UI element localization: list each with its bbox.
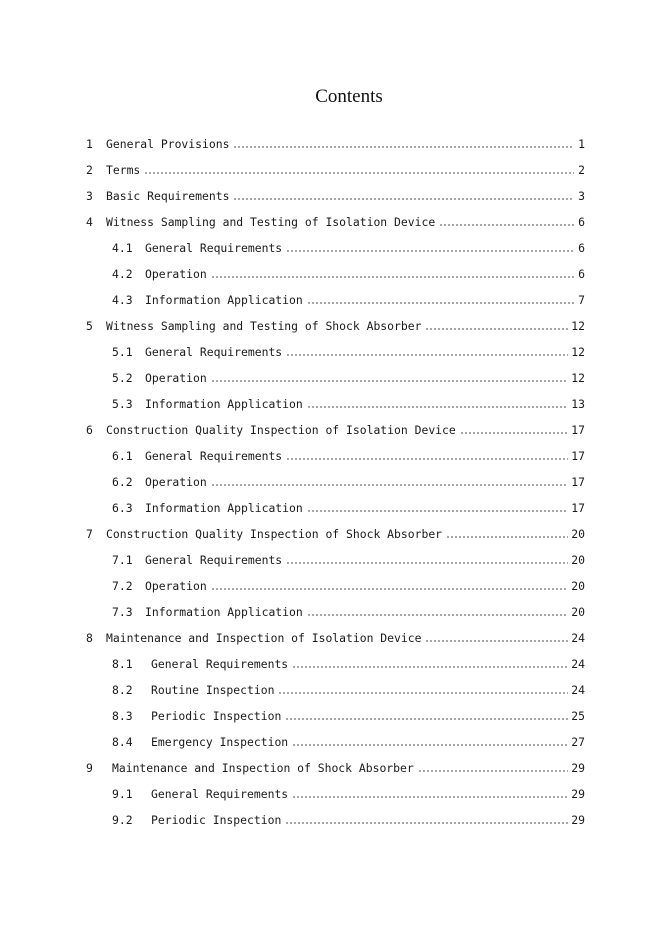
toc-section-entry[interactable] bbox=[112, 729, 585, 755]
toc-chapter-entry[interactable] bbox=[86, 209, 585, 235]
toc-dot-leader bbox=[425, 320, 568, 334]
toc-entry-number: 8.4 bbox=[112, 735, 133, 749]
toc-chapter-entry[interactable] bbox=[86, 313, 585, 339]
toc-entry-number: 8 bbox=[86, 631, 93, 645]
toc-dot-leader bbox=[285, 710, 568, 724]
toc-entry-label: Operation bbox=[145, 579, 207, 593]
toc-dot-leader bbox=[307, 502, 569, 516]
toc-entry-number: 7.2 bbox=[112, 579, 133, 593]
toc-entry-number: 2 bbox=[86, 163, 93, 177]
toc-dot-leader bbox=[211, 372, 569, 386]
toc-entry-label: General Requirements bbox=[145, 449, 283, 463]
toc-dot-leader bbox=[233, 138, 574, 152]
toc-chapter-entry[interactable] bbox=[86, 183, 585, 209]
toc-dot-leader bbox=[446, 528, 568, 542]
toc-entry-number: 1 bbox=[86, 137, 93, 151]
toc-chapter-entry[interactable] bbox=[86, 131, 585, 157]
toc-section-entry[interactable] bbox=[112, 547, 585, 573]
toc-entry-page-number: 13 bbox=[571, 397, 585, 411]
toc-entry-number: 8.2 bbox=[112, 683, 133, 697]
toc-dot-leader bbox=[418, 762, 569, 776]
toc-section-entry[interactable] bbox=[112, 365, 585, 391]
toc-entry-page-number: 6 bbox=[578, 215, 585, 229]
toc-section-entry[interactable] bbox=[112, 781, 585, 807]
toc-entry-number: 3 bbox=[86, 189, 93, 203]
toc-section-entry[interactable] bbox=[112, 391, 585, 417]
toc-section-entry[interactable] bbox=[112, 261, 585, 287]
toc-dot-leader bbox=[286, 554, 568, 568]
toc-entry-number: 4.2 bbox=[112, 267, 133, 281]
toc-entry-label: Periodic Inspection bbox=[151, 813, 282, 827]
toc-entry-label: Information Application bbox=[145, 293, 303, 307]
toc-dot-leader bbox=[292, 736, 568, 750]
toc-entry-page-number: 17 bbox=[571, 449, 585, 463]
toc-entry-label: Witness Sampling and Testing of Shock Absorber bbox=[106, 319, 422, 333]
toc-entry-number: 6.1 bbox=[112, 449, 133, 463]
toc-entry-page-number: 24 bbox=[571, 657, 585, 671]
toc-entry-number: 8.1 bbox=[112, 657, 133, 671]
toc-chapter-entry[interactable] bbox=[86, 157, 585, 183]
toc-dot-leader bbox=[460, 424, 569, 438]
toc-entry-page-number: 3 bbox=[578, 189, 585, 203]
toc-dot-leader bbox=[286, 242, 574, 256]
toc-entry-number: 4 bbox=[86, 215, 93, 229]
toc-entry-page-number: 17 bbox=[571, 501, 585, 515]
toc-entry-page-number: 25 bbox=[571, 709, 585, 723]
toc-dot-leader bbox=[211, 268, 574, 282]
toc-entry-label: General Requirements bbox=[151, 787, 289, 801]
toc-entry-label: General Provisions bbox=[106, 137, 230, 151]
toc-section-entry[interactable] bbox=[112, 287, 585, 313]
toc-entry-number: 9.2 bbox=[112, 813, 133, 827]
toc-entry-number: 6.2 bbox=[112, 475, 133, 489]
toc-dot-leader bbox=[278, 684, 568, 698]
toc-dot-leader bbox=[292, 788, 568, 802]
toc-entry-page-number: 12 bbox=[571, 345, 585, 359]
toc-entry-page-number: 1 bbox=[578, 137, 585, 151]
toc-entry-page-number: 12 bbox=[571, 319, 585, 333]
toc-dot-leader bbox=[144, 164, 574, 178]
toc-entry-label: General Requirements bbox=[145, 345, 283, 359]
toc-entry-label: Terms bbox=[106, 163, 141, 177]
toc-entry-label: Routine Inspection bbox=[151, 683, 275, 697]
toc-entry-page-number: 12 bbox=[571, 371, 585, 385]
toc-entry-number: 5.2 bbox=[112, 371, 133, 385]
toc-entry-label: Emergency Inspection bbox=[151, 735, 289, 749]
toc-entry-label: Periodic Inspection bbox=[151, 709, 282, 723]
toc-entry-number: 5.3 bbox=[112, 397, 133, 411]
toc-dot-leader bbox=[285, 814, 568, 828]
toc-entry-page-number: 27 bbox=[571, 735, 585, 749]
toc-section-entry[interactable] bbox=[112, 677, 585, 703]
toc-entry-number: 9.1 bbox=[112, 787, 133, 801]
toc-entry-label: Information Application bbox=[145, 397, 303, 411]
toc-entry-page-number: 17 bbox=[571, 423, 585, 437]
toc-entry-label: Maintenance and Inspection of Isolation Device bbox=[106, 631, 422, 645]
toc-entry-number: 4.3 bbox=[112, 293, 133, 307]
toc-dot-leader bbox=[425, 632, 568, 646]
toc-dot-leader bbox=[307, 398, 569, 412]
toc-entry-page-number: 7 bbox=[578, 293, 585, 307]
toc-entry-number: 4.1 bbox=[112, 241, 133, 255]
toc-chapter-entry[interactable] bbox=[86, 625, 585, 651]
toc-entry-label: Basic Requirements bbox=[106, 189, 230, 203]
toc-entry-page-number: 6 bbox=[578, 241, 585, 255]
toc-entry-label: Operation bbox=[145, 475, 207, 489]
toc-entry-label: General Requirements bbox=[151, 657, 289, 671]
toc-dot-leader bbox=[307, 606, 569, 620]
toc-entry-label: Operation bbox=[145, 267, 207, 281]
toc-entry-page-number: 2 bbox=[578, 163, 585, 177]
toc-section-entry[interactable] bbox=[112, 443, 585, 469]
toc-dot-leader bbox=[233, 190, 574, 204]
toc-entry-page-number: 24 bbox=[571, 683, 585, 697]
toc-entry-page-number: 29 bbox=[571, 761, 585, 775]
toc-section-entry[interactable] bbox=[112, 469, 585, 495]
toc-entry-number: 7.1 bbox=[112, 553, 133, 567]
toc-entry-number: 6.3 bbox=[112, 501, 133, 515]
toc-section-entry[interactable] bbox=[112, 573, 585, 599]
toc-entry-page-number: 29 bbox=[571, 787, 585, 801]
toc-dot-leader bbox=[211, 476, 569, 490]
toc-entry-page-number: 20 bbox=[571, 605, 585, 619]
toc-dot-leader bbox=[286, 450, 568, 464]
toc-chapter-entry[interactable] bbox=[86, 521, 585, 547]
toc-entry-number: 7 bbox=[86, 527, 93, 541]
toc-dot-leader bbox=[211, 580, 569, 594]
toc-section-entry[interactable] bbox=[112, 807, 585, 833]
toc-section-entry[interactable] bbox=[112, 495, 585, 521]
toc-entry-page-number: 20 bbox=[571, 579, 585, 593]
toc-section-entry[interactable] bbox=[112, 703, 585, 729]
toc-dot-leader bbox=[439, 216, 574, 230]
toc-entry-page-number: 20 bbox=[571, 527, 585, 541]
toc-entry-page-number: 6 bbox=[578, 267, 585, 281]
toc-entry-label: Operation bbox=[145, 371, 207, 385]
toc-entry-label: Maintenance and Inspection of Shock Absorber bbox=[112, 761, 414, 775]
toc-dot-leader bbox=[307, 294, 574, 308]
toc-entry-number: 7.3 bbox=[112, 605, 133, 619]
toc-dot-leader bbox=[286, 346, 568, 360]
toc-entry-number: 8.3 bbox=[112, 709, 133, 723]
toc-entry-number: 5.1 bbox=[112, 345, 133, 359]
toc-section-entry[interactable] bbox=[112, 599, 585, 625]
toc-section-entry[interactable] bbox=[112, 339, 585, 365]
toc-section-entry[interactable] bbox=[112, 235, 585, 261]
toc-entry-number: 5 bbox=[86, 319, 93, 333]
toc-entry-page-number: 29 bbox=[571, 813, 585, 827]
toc-entry-label: General Requirements bbox=[145, 241, 283, 255]
toc-entry-label: Information Application bbox=[145, 501, 303, 515]
page-title: Contents bbox=[315, 86, 383, 107]
toc-entry-page-number: 17 bbox=[571, 475, 585, 489]
toc-entry-page-number: 20 bbox=[571, 553, 585, 567]
toc-chapter-entry[interactable] bbox=[86, 755, 585, 781]
toc-chapter-entry[interactable] bbox=[86, 417, 585, 443]
toc-entry-label: Construction Quality Inspection of Shock Absorber bbox=[106, 527, 443, 541]
toc-entry-number: 9 bbox=[86, 761, 93, 775]
toc-entry-label: Information Application bbox=[145, 605, 303, 619]
toc-entry-label: Construction Quality Inspection of Isolation Device bbox=[106, 423, 456, 437]
toc-entry-page-number: 24 bbox=[571, 631, 585, 645]
toc-entry-number: 6 bbox=[86, 423, 93, 437]
toc-dot-leader bbox=[292, 658, 568, 672]
toc-section-entry[interactable] bbox=[112, 651, 585, 677]
toc-entry-label: Witness Sampling and Testing of Isolation Device bbox=[106, 215, 436, 229]
toc-entry-label: General Requirements bbox=[145, 553, 283, 567]
